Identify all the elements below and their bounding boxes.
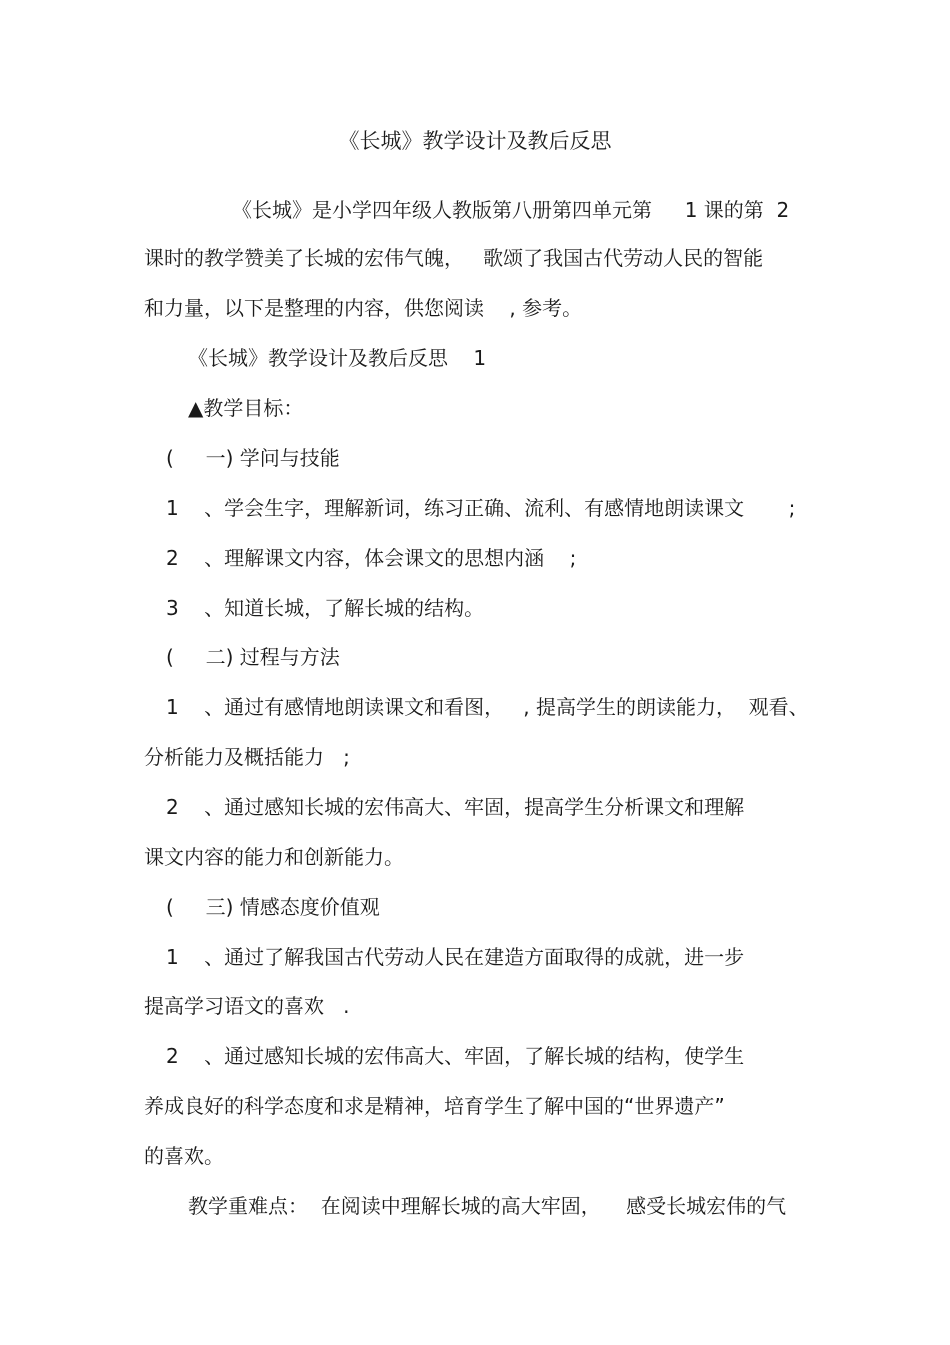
objectives-heading: ▲教学目标：: [188, 396, 304, 420]
list-item: 2 、通过感知长城的宏伟高大、牢固，提高学生分析课文和理解: [166, 795, 745, 819]
list-item-continuation: 课文内容的能力和创新能力。: [144, 845, 404, 869]
subsection-heading-3: ( 三) 情感态度价值观: [166, 895, 380, 919]
list-item-continuation: 养成良好的科学态度和求是精神，培育学生了解中国的“世界遗产”: [144, 1094, 725, 1118]
list-item: 1 、通过了解我国古代劳动人民在建造方面取得的成就，进一步: [166, 945, 745, 969]
list-item-continuation: 提高学习语文的喜欢 .: [144, 994, 350, 1018]
document-title: 《长城》教学设计及教后反思: [338, 129, 612, 153]
list-item-continuation: 分析能力及概括能力 ;: [144, 745, 350, 769]
list-item-continuation: 的喜欢。: [144, 1144, 224, 1168]
list-item: 2 、通过感知长城的宏伟高大、牢固，了解长城的结构，使学生: [166, 1044, 745, 1068]
key-points-line: 教学重难点： 在阅读中理解长城的高大牢固， 感受长城宏伟的气: [188, 1194, 787, 1218]
subsection-heading-2: ( 二) 过程与方法: [166, 645, 340, 669]
section-heading: 《长城》教学设计及教后反思 1: [188, 346, 487, 370]
list-item: 3 、知道长城，了解长城的结构。: [166, 596, 485, 620]
subsection-heading-1: ( 一) 学问与技能: [166, 446, 340, 470]
paragraph-line-intro-1: 《长城》是小学四年级人教版第八册第四单元第 1 课的第 2: [232, 198, 790, 222]
paragraph-line-intro-3: 和力量，以下是整理的内容，供您阅读 , 参考。: [144, 296, 583, 320]
paragraph-line-intro-2: 课时的教学赞美了长城的宏伟气魄， 歌颂了我国古代劳动人民的智能: [144, 246, 764, 270]
list-item: 2 、理解课文内容，体会课文的思想内涵 ;: [166, 546, 577, 570]
list-item: 1 、学会生字，理解新词，练习正确、流利、有感情地朗读课文 ;: [166, 496, 796, 520]
list-item: 1 、通过有感情地朗读课文和看图， , 提高学生的朗读能力， 观看、: [166, 695, 809, 719]
